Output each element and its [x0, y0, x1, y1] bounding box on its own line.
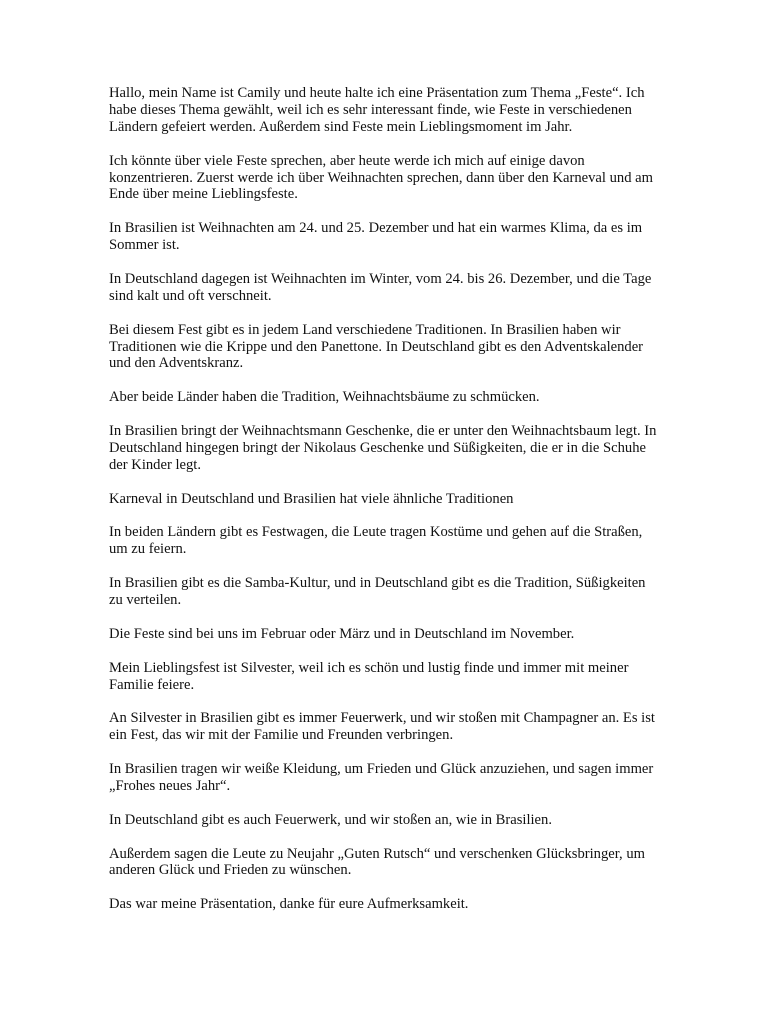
document-body: [109, 85, 661, 930]
paragraph-christmas-trees: Aber beide Länder haben die Tradition, Weihnachtsbäume zu schmücken.: [109, 389, 540, 406]
paragraph-white-clothing: In Brasilien tragen wir weiße Kleidung, um Frieden und Glück anzuziehen, und sagen immer „Frohes neues Jahr“.: [109, 761, 654, 794]
paragraph-new-year-sayings: Außerdem sagen die Leute zu Neujahr „Guten Rutsch“ und verschenken Glücksbringer, um anderen Glück und Frieden zu wünschen.: [109, 845, 645, 879]
paragraph-silvester-germany: In Deutschland gibt es auch Feuerwerk, und wir stoßen an, wie in Brasilien.: [109, 811, 552, 828]
paragraph-silvester-brazil: An Silvester in Brasilien gibt es immer Feuerwerk, und wir stoßen mit Champagner an. Es ist ein Fest, das wir mit der Familie und Freunden verbringen.: [109, 710, 655, 744]
paragraph-christmas-germany: In Deutschland dagegen ist Weihnachten im Winter, vom 24. bis 26. Dezember, und die Tage sind kalt und oft verschneit.: [109, 270, 652, 304]
paragraph-christmas-traditions: Bei diesem Fest gibt es in jedem Land verschiedene Traditionen. In Brasilien haben wir Traditionen wie die Krippe und den Panettone. In Deutschland gibt es den Adventskalender und den Adventskranz.: [109, 321, 644, 372]
paragraph-carnival-dates: Die Feste sind bei uns im Februar oder März und in Deutschland im November.: [109, 625, 575, 642]
paragraph-gifts: In Brasilien bringt der Weihnachtsmann Geschenke, die er unter den Weihnachtsbaum legt. In Deutschland hingegen bringt der Nikolaus Geschenke und Süßigkeiten, die er in die Schuhe der Kinder legt.: [109, 423, 657, 473]
paragraph-carnival-culture: In Brasilien gibt es die Samba-Kultur, und in Deutschland gibt es die Tradition, Süßigkeiten zu verteilen.: [109, 575, 646, 609]
paragraph-closing: Das war meine Präsentation, danke für eure Aufmerksamkeit.: [109, 896, 469, 913]
paragraph-carnival-floats: In beiden Ländern gibt es Festwagen, die Leute tragen Kostüme und gehen auf die Straßen, um zu feiern.: [109, 524, 643, 558]
paragraph-favorite-festival: Mein Lieblingsfest ist Silvester, weil ich es schön und lustig finde und immer mit meiner Familie feiere.: [109, 659, 629, 693]
paragraph-overview: Ich könnte über viele Feste sprechen, aber heute werde ich mich auf einige davon konzentrieren. Zuerst werde ich über Weihnachten sprechen, dann über den Karneval und am Ende über meine Lieblingsfeste.: [109, 152, 653, 203]
paragraph-intro: Hallo, mein Name ist Camily und heute halte ich eine Präsentation zum Thema „Feste“. Ich habe dieses Thema gewählt, weil ich es sehr interessant finde, wie Feste in verschiedenen Ländern gefeiert werden. Außerdem sind Feste mein Lieblingsmoment im Jahr.: [109, 85, 645, 135]
paragraph-carnival-heading: Karneval in Deutschland und Brasilien hat viele ähnliche Traditionen: [109, 490, 514, 507]
paragraph-christmas-brazil: In Brasilien ist Weihnachten am 24. und 25. Dezember und hat ein warmes Klima, da es im Sommer ist.: [109, 220, 643, 254]
